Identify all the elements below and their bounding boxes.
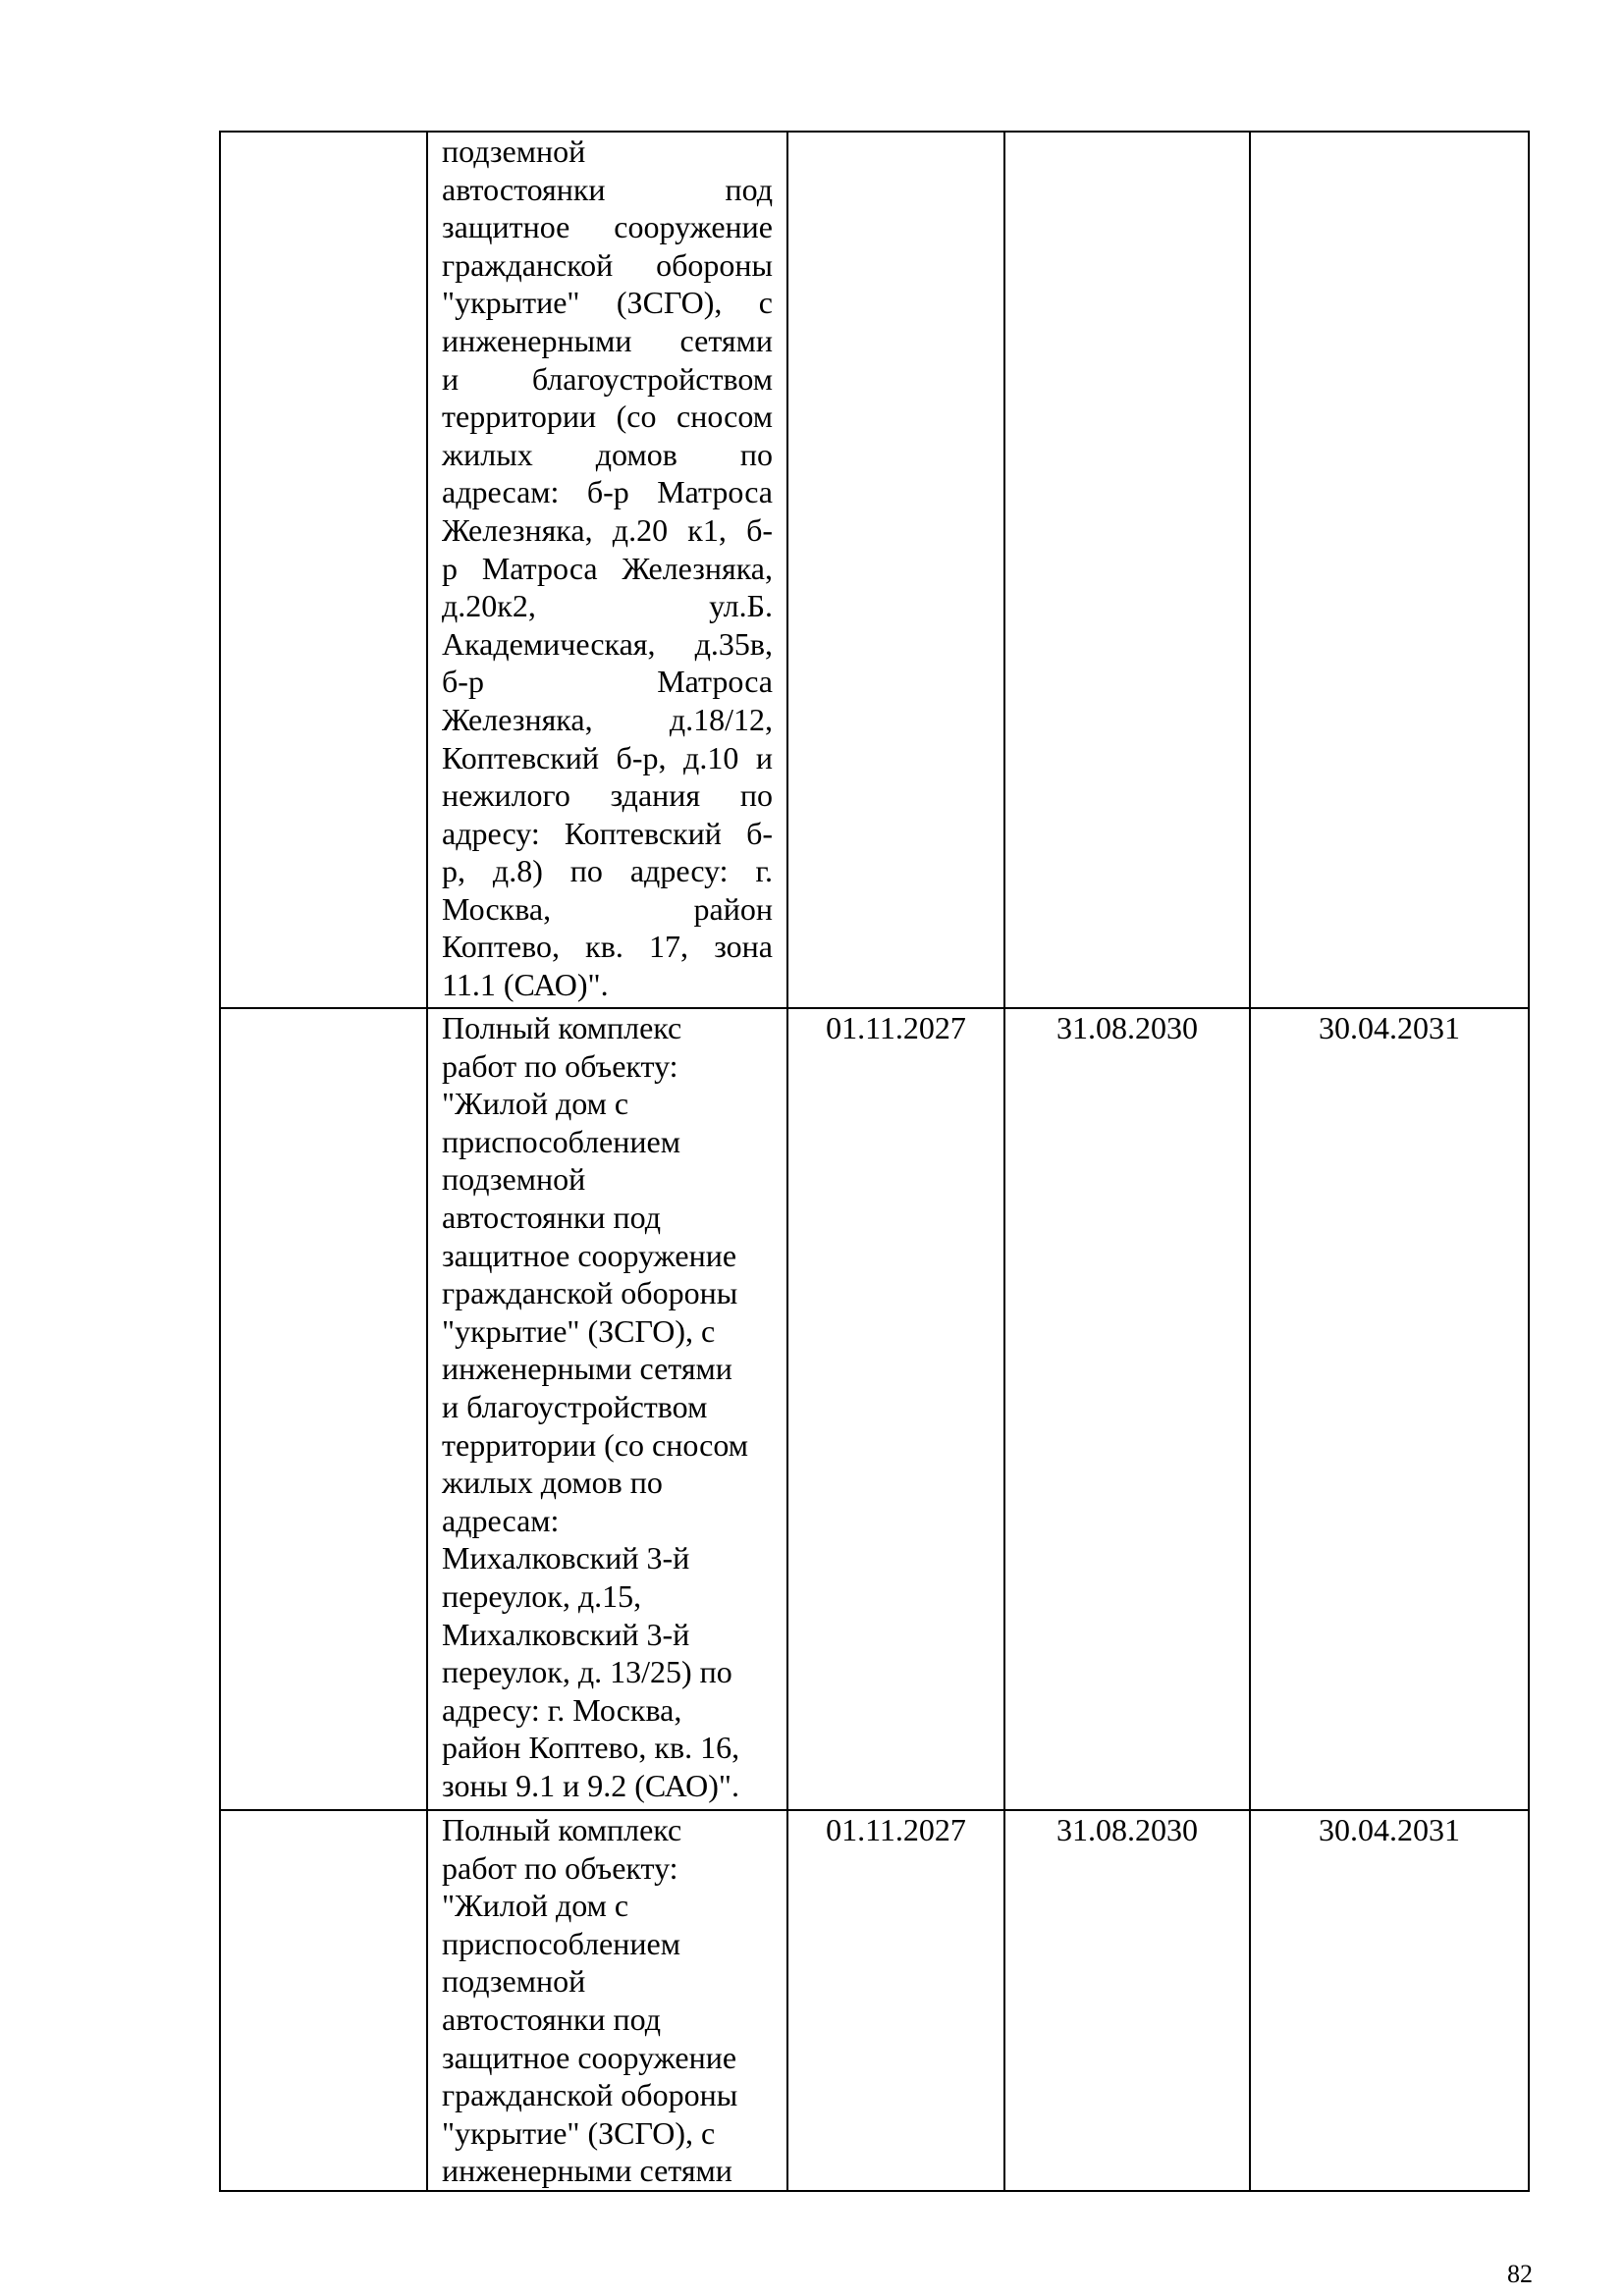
text-line: работ по объекту: xyxy=(442,1047,678,1084)
text-line: "укрытие" (ЗСГО), с xyxy=(442,2114,716,2151)
text-line: жилых домов по xyxy=(442,1465,663,1501)
text-line: "Жилой дом с xyxy=(442,1086,629,1122)
text-line: гражданской обороны xyxy=(442,2077,738,2113)
page-number: 82 xyxy=(1507,2260,1533,2288)
text-line: Коптево, кв. 17, зона xyxy=(442,929,773,965)
text-line: р Матроса Железняка, xyxy=(442,550,773,586)
object-name-text xyxy=(428,1811,786,2190)
text-line: приспособлением xyxy=(442,1925,680,1961)
text-line: "Жилой дом с xyxy=(442,1888,629,1924)
text-line: территории (со сносом xyxy=(442,1426,748,1463)
table-row xyxy=(220,1810,1529,2191)
object-name-cell xyxy=(427,1810,787,2191)
text-line: подземной xyxy=(442,133,586,169)
final-date-cell: 30.04.2031 xyxy=(1250,1008,1529,1810)
end-date-cell xyxy=(1004,132,1250,1008)
text-line: защитное сооружение xyxy=(442,1237,737,1273)
row-number-cell xyxy=(220,1008,427,1810)
text-line: автостоянки под xyxy=(442,171,773,207)
text-line: приспособлением xyxy=(442,1123,680,1159)
text-line: р, д.8) по адресу: г. xyxy=(442,853,773,889)
text-line: защитное сооружение xyxy=(442,209,773,245)
text-line: Михалковский 3-й xyxy=(442,1616,690,1652)
text-line: гражданской обороны xyxy=(442,246,773,283)
text-line: территории (со сносом xyxy=(442,399,773,435)
row-number-cell xyxy=(220,1810,427,2191)
text-line: гражданской обороны xyxy=(442,1275,738,1311)
text-line: и благоустройством xyxy=(442,360,773,397)
text-line: подземной xyxy=(442,1161,586,1198)
text-line: Академическая, д.35в, xyxy=(442,625,773,662)
text-line: адресу: Коптевский б- xyxy=(442,815,773,851)
object-name-cell xyxy=(427,1008,787,1810)
final-date-cell xyxy=(1250,132,1529,1008)
text-line: автостоянки под xyxy=(442,1199,662,1235)
text-line: переулок, д. 13/25) по xyxy=(442,1654,732,1690)
start-date-cell: 01.11.2027 xyxy=(787,1810,1004,2191)
text-line: подземной xyxy=(442,1963,586,2000)
text-line: адресу: г. Москва, xyxy=(442,1691,682,1728)
table-row xyxy=(220,1008,1529,1810)
object-name-cell xyxy=(427,132,787,1008)
start-date-cell xyxy=(787,132,1004,1008)
text-line: зоны 9.1 и 9.2 (САО)". xyxy=(442,1767,739,1803)
text-line: адресам: б-р Матроса xyxy=(442,474,773,510)
text-line: "укрытие" (ЗСГО), с xyxy=(442,285,773,321)
text-line: переулок, д.15, xyxy=(442,1577,642,1614)
text-line: Коптевский б-р, д.10 и xyxy=(442,739,773,775)
text-line: "укрытие" (ЗСГО), с xyxy=(442,1312,716,1349)
text-line: защитное сооружение xyxy=(442,2039,737,2075)
text-line: б-р Матроса xyxy=(442,664,773,700)
text-line: Москва, район xyxy=(442,890,773,927)
text-line: нежилого здания по xyxy=(442,777,773,814)
object-name-text xyxy=(428,133,786,1004)
text-line: инженерными сетями xyxy=(442,1351,732,1387)
text-line: и благоустройством xyxy=(442,1388,708,1424)
final-date-cell: 30.04.2031 xyxy=(1250,1810,1529,2191)
end-date-cell: 31.08.2030 xyxy=(1004,1810,1250,2191)
text-line: 11.1 (САО)". xyxy=(442,967,609,1003)
text-line: автостоянки под xyxy=(442,2001,662,2037)
end-date-cell: 31.08.2030 xyxy=(1004,1008,1250,1810)
text-line: район Коптево, кв. 16, xyxy=(442,1730,740,1766)
object-name-text xyxy=(428,1009,786,1804)
text-line: Железняка, д.20 к1, б- xyxy=(442,511,773,548)
row-number-cell xyxy=(220,132,427,1008)
text-line: адресам: xyxy=(442,1502,560,1538)
text-line: инженерными сетями xyxy=(442,2153,732,2189)
text-line: инженерными сетями xyxy=(442,322,773,358)
text-line: д.20к2, ул.Б. xyxy=(442,588,773,624)
document-table xyxy=(219,131,1530,2192)
text-line: Михалковский 3-й xyxy=(442,1540,690,1576)
table-row xyxy=(220,132,1529,1008)
text-line: Железняка, д.18/12, xyxy=(442,701,773,737)
text-line: Полный комплекс xyxy=(442,1812,682,1847)
text-line: работ по объекту: xyxy=(442,1849,678,1886)
text-line: Полный комплекс xyxy=(442,1010,682,1045)
start-date-cell: 01.11.2027 xyxy=(787,1008,1004,1810)
text-line: жилых домов по xyxy=(442,436,773,472)
